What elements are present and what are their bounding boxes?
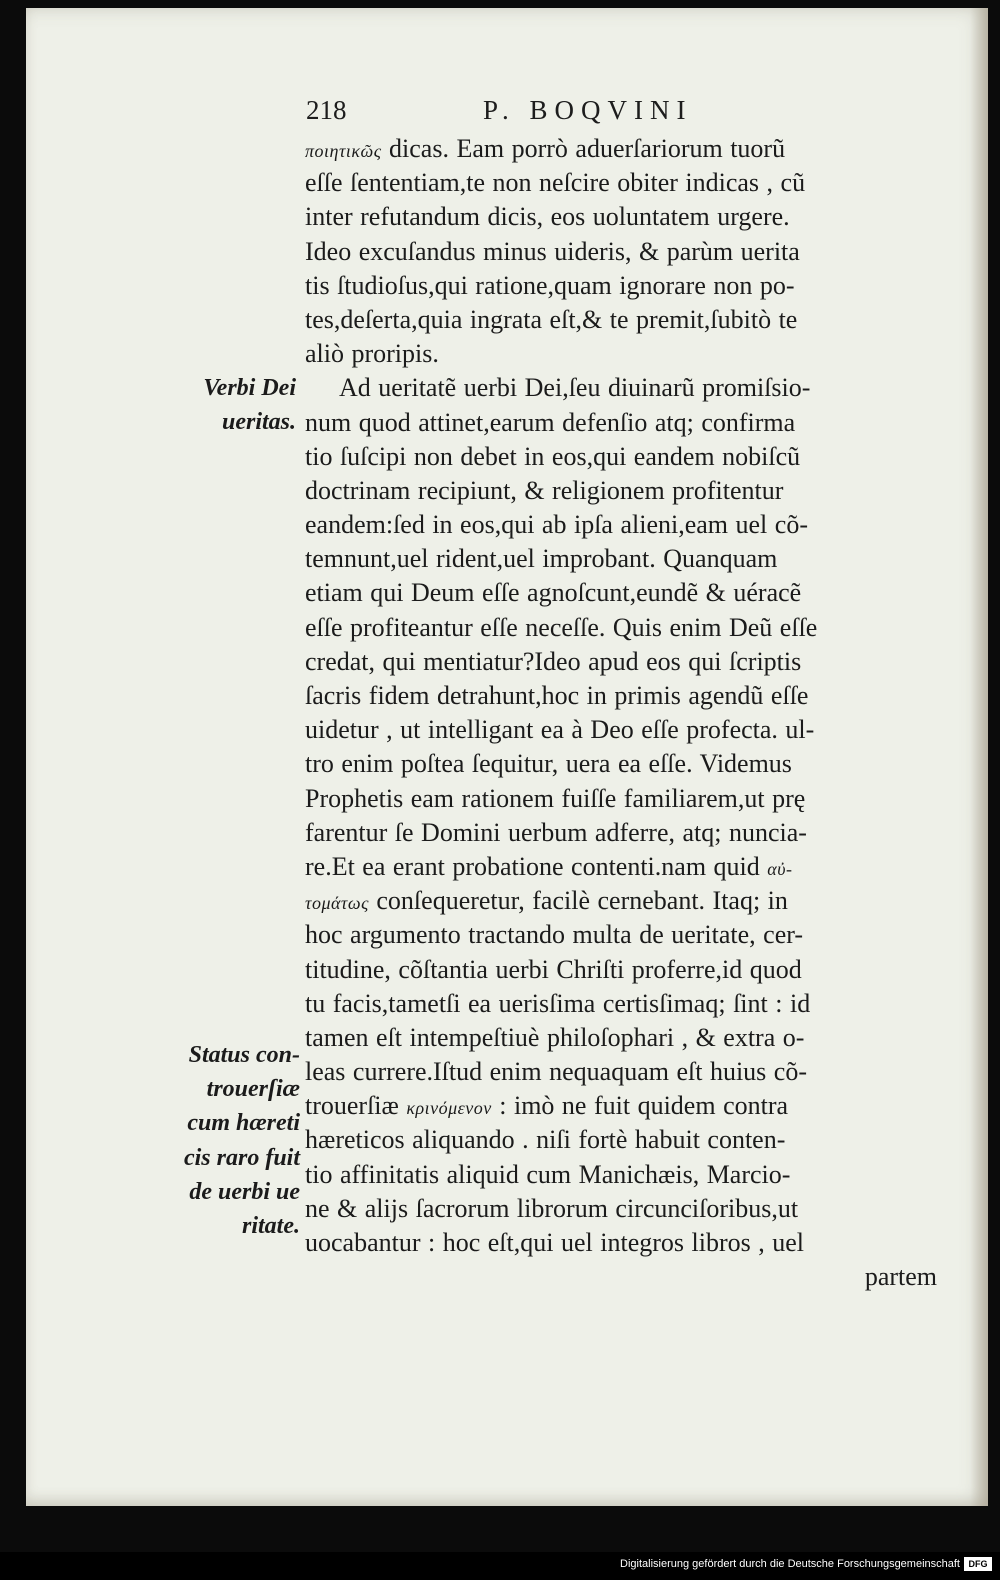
line-text: titudine, cõſtantia uerbi Chriſti proferre,id quod [305, 954, 802, 984]
line-text: hæreticos aliquando . niſi fortè habuit conten- [305, 1125, 786, 1155]
line-text: aliò proripis. [305, 339, 439, 369]
line-text: farentur ſe Domini uerbum adferre, atq; nuncia- [305, 817, 807, 847]
text-line [305, 1021, 945, 1055]
marginal-line: Status con- [188, 1042, 300, 1068]
line-text: re.Et ea erant probatione contenti.nam quid [305, 851, 768, 881]
line-text: doctrinam recipiunt, & religionem profitentur [305, 475, 784, 505]
text-line [305, 1089, 945, 1123]
line-text: : imò ne fuit quidem contra [491, 1091, 789, 1121]
text-line [305, 371, 945, 405]
line-text: eandem:ſed in eos,qui ab ipſa alieni,eam uel cõ- [305, 510, 808, 540]
text-line [305, 679, 945, 713]
marginal-line: ueritas. [221, 409, 296, 436]
funding-credit: Digitalisierung gefördert durch die Deutsche Forschungsgemeinschaft [620, 1558, 960, 1570]
line-text: tio ſuſcipi non debet in eos,qui eandem nobiſcũ [305, 441, 801, 471]
text-line [305, 200, 945, 234]
line-text: dicas. Eam porrò aduerſariorum tuorũ [381, 134, 786, 163]
line-text: leas currere.Iſtud enim nequaquam eſt huius cõ- [305, 1057, 807, 1087]
text-line [305, 474, 945, 508]
line-text: etiam qui Deum eſſe agnoſcunt,eundẽ & uéracẽ [305, 578, 802, 608]
text-line [305, 440, 945, 474]
text-line [305, 1192, 945, 1226]
line-text: uidetur , ut intelligant ea à Deo eſſe profecta. ul- [305, 715, 815, 745]
greek-word: αὐ- [767, 858, 793, 879]
dfg-logo: DFG [964, 1557, 992, 1571]
text-line [305, 747, 945, 781]
line-text: temnunt,uel rident,uel improbant. Quanquam [305, 544, 778, 574]
line-text: eſſe profiteantur eſſe neceſſe. Quis enim Deũ eſſe [305, 612, 818, 642]
text-line [305, 166, 945, 200]
line-text: tio affinitatis aliquid cum Manichæis, Marcio- [305, 1159, 791, 1189]
text-line [305, 542, 945, 576]
line-text: num quod attinet,earum defenſio atq; confirma [305, 407, 796, 437]
marginal-note-status-controversiae [182, 1038, 300, 1243]
text-line [305, 645, 945, 679]
line-text: hoc argumento tractando multa de ueritate, cer- [305, 920, 804, 950]
line-text: credat, qui mentiatur?Ideo apud eos qui ſcriptis [305, 646, 802, 676]
text-line [305, 918, 945, 952]
main-text-block [305, 132, 945, 1294]
text-line [305, 611, 945, 645]
text-line [305, 850, 945, 884]
line-text: tro enim poſtea ſequitur, uera ea eſſe. Videmus [305, 749, 792, 779]
greek-word: ποιητικῶς [305, 141, 382, 161]
text-line [305, 132, 945, 166]
text-line [305, 884, 945, 918]
marginal-line: de uerbi ue [189, 1178, 300, 1205]
text-line [305, 953, 945, 987]
text-line [305, 508, 945, 542]
text-line [305, 782, 945, 816]
catchword: partem [864, 1262, 937, 1292]
page-number: 218 [306, 95, 347, 125]
text-line [305, 303, 945, 337]
line-text: tis ſtudioſus,qui ratione,quam ignorare non po- [305, 270, 795, 300]
line-text: ſacris fidem detrahunt,hoc in primis agendũ eſſe [305, 681, 809, 710]
line-text: conſequeretur, facilè cernebant. Itaq; in [368, 886, 788, 916]
line-text: tamen eſt intempeſtiuè philoſophari , & extra o- [305, 1022, 805, 1052]
page-edge-shadow [970, 8, 988, 1506]
text-line [305, 337, 945, 371]
line-text: tes,deſerta,quia ingrata eſt,& te premit,ſubitò te [305, 304, 798, 334]
text-line [305, 269, 945, 303]
text-line [305, 816, 945, 850]
line-text: Prophetis eam rationem fuiſſe familiarem,ut prę [305, 783, 806, 813]
marginal-line: Verbi Dei [203, 375, 296, 401]
line-text: tu facis,tametſi ea uerisſima certisſimaq; ſint : id [305, 988, 811, 1018]
digitization-footer [0, 1552, 1000, 1580]
text-line [305, 406, 945, 440]
text-line [305, 987, 945, 1021]
text-line [305, 713, 945, 747]
line-text: Ad ueritatẽ uerbi Dei,ſeu diuinarũ promiſsio- [339, 373, 811, 403]
line-text: eſſe ſententiam,te non neſcire obiter indicas , cũ [305, 168, 806, 198]
marginal-line: cis raro fuit [183, 1144, 300, 1171]
marginal-note-verbi-dei [178, 371, 296, 439]
running-head: P. BOQVINI [483, 95, 693, 125]
marginal-line: cum hæreti [187, 1110, 300, 1137]
marginal-line: ritate. [242, 1212, 300, 1239]
greek-word: τομάτως [305, 893, 369, 914]
marginal-line: trouerſiæ [206, 1076, 300, 1103]
text-line [305, 1055, 945, 1089]
text-line [305, 576, 945, 610]
text-line [305, 1123, 945, 1157]
line-text: uocabantur : hoc eſt,qui uel integros libros , uel [305, 1228, 804, 1257]
greek-word: κρινόμενον [406, 1098, 492, 1119]
line-text: trouerſiæ [305, 1091, 407, 1121]
text-line [305, 1226, 945, 1260]
text-line [305, 235, 945, 269]
page-header [298, 95, 938, 129]
line-text: ne & alijs ſacrorum librorum circunciſoribus,ut [305, 1193, 799, 1223]
line-text: Ideo excuſandus minus uideris, & parùm uerita [305, 236, 800, 266]
line-text: inter refutandum dicis, eos uoluntatem urgere. [305, 202, 790, 232]
text-line [305, 1158, 945, 1192]
